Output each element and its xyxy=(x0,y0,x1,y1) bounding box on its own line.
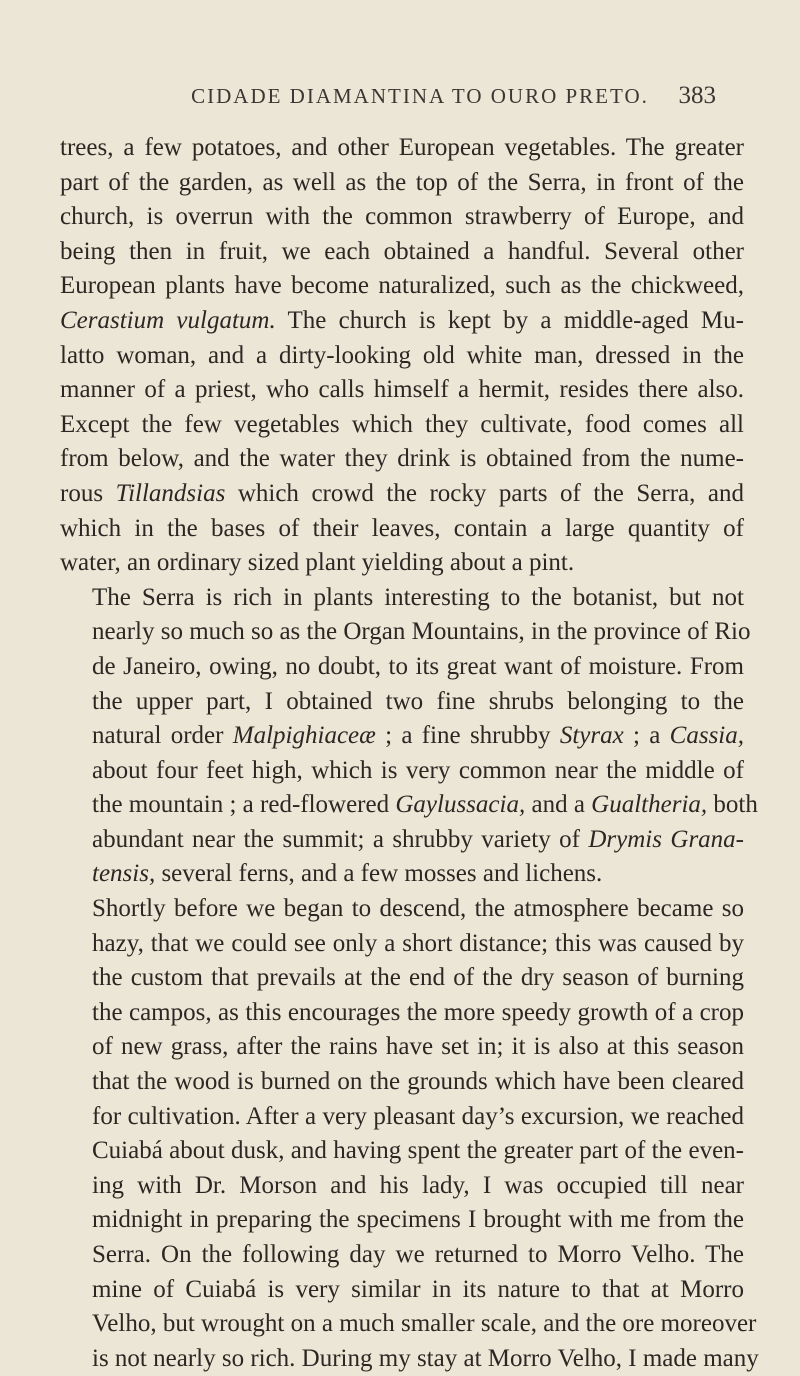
text-line xyxy=(60,615,751,650)
text-run: European plants have become naturalized, such as the chickweed, xyxy=(60,272,744,300)
paragraph xyxy=(60,131,744,581)
italic-term: Gualtheria, xyxy=(591,791,708,819)
text-line xyxy=(60,927,744,962)
text-line xyxy=(60,996,744,1031)
text-run: and a xyxy=(525,791,592,819)
text-line xyxy=(60,166,744,201)
italic-term: Cerastium vulgatum. xyxy=(60,306,276,334)
text-line xyxy=(60,650,744,685)
text-run: water, an ordinary sized plant yielding about a pint. xyxy=(60,549,575,577)
text-run: midnight in preparing the specimens I brought with me from the xyxy=(92,1206,744,1234)
text-run: Except the few vegetables which they cultivate, food comes all xyxy=(60,410,744,438)
page-number: 383 xyxy=(678,82,716,109)
text-line xyxy=(60,339,744,374)
text-run: being then in fruit, we each obtained a handful. Several other xyxy=(60,237,744,265)
body-text xyxy=(60,131,759,1376)
text-run: about four feet high, which is very common near the middle of xyxy=(92,756,744,784)
text-line xyxy=(60,754,744,789)
text-line xyxy=(60,131,744,166)
text-run: rous xyxy=(60,479,116,507)
text-line xyxy=(60,1238,744,1273)
text-line xyxy=(60,1273,744,1308)
text-run: for cultivation. After a very pleasant day’s excursion, we reached xyxy=(92,1102,744,1130)
text-line xyxy=(60,442,744,477)
text-run: the mountain ; a red-flowered xyxy=(92,791,396,819)
running-title: CIDADE DIAMANTINA TO OURO PRETO. xyxy=(191,84,649,108)
italic-term: tensis, xyxy=(92,860,156,888)
paragraph xyxy=(60,581,758,892)
text-run: Cuiabá about dusk, and having spent the greater part of the even- xyxy=(92,1137,744,1165)
text-run: the campos, as this encourages the more speedy growth of a crop xyxy=(92,998,744,1026)
text-line xyxy=(60,719,744,754)
text-line xyxy=(60,581,744,616)
text-run: part of the garden, as well as the top of the Serra, in front of the xyxy=(60,168,744,196)
italic-term: Tillandsias xyxy=(115,479,226,507)
text-run: ; a xyxy=(623,722,670,750)
text-run: Serra. On the following day we returned to Morro Velho. The xyxy=(92,1241,744,1268)
text-run: abundant near the summit; a shrubby variety of xyxy=(92,825,589,853)
text-run: is not nearly so rich. During my stay at Morro Velho, I made many xyxy=(92,1344,759,1372)
text-line xyxy=(60,235,744,270)
text-line xyxy=(60,1169,744,1204)
text-line xyxy=(60,269,744,304)
text-line xyxy=(60,823,744,858)
text-run: de Janeiro, owing, no doubt, to its great want of moisture. From xyxy=(92,652,744,680)
text-line xyxy=(60,1134,744,1169)
text-line xyxy=(60,546,744,581)
text-run: which in the bases of their leaves, contain a large quantity of xyxy=(60,514,744,542)
text-run: ing with Dr. Morson and his lady, I was occupied till near xyxy=(92,1171,744,1199)
text-run: manner of a priest, who calls himself a hermit, resides there also. xyxy=(60,376,744,404)
text-run: Shortly before we began to descend, the atmosphere became so xyxy=(92,895,744,923)
text-run: trees, a few potatoes, and other European vegetables. The greater xyxy=(60,134,744,161)
text-run: which crowd the rocky parts of the Serra, and xyxy=(225,479,744,507)
text-line xyxy=(60,1030,744,1065)
text-run: church, is overrun with the common strawberry of Europe, and xyxy=(60,203,744,231)
italic-term: Malpighiaceæ xyxy=(232,722,376,750)
text-run: mine of Cuiabá is very similar in its nature to that at Morro xyxy=(92,1275,744,1303)
text-line xyxy=(60,961,744,996)
page-header xyxy=(60,84,740,114)
text-line xyxy=(60,477,744,512)
text-run: of new grass, after the rains have set in; it is also at this season xyxy=(92,1033,744,1061)
text-line xyxy=(60,1307,757,1342)
italic-term: Gaylussacia, xyxy=(395,791,526,819)
text-run: the upper part, I obtained two fine shrubs belonging to the xyxy=(92,687,744,715)
text-line xyxy=(60,408,744,443)
text-line xyxy=(60,1342,759,1376)
text-run: Velho, but wrought on a much smaller scale, and the ore moreover xyxy=(92,1310,757,1338)
text-run: the custom that prevails at the end of the dry season of burning xyxy=(92,964,744,992)
text-run: several ferns, and a few mosses and lichens. xyxy=(155,860,603,888)
text-line xyxy=(60,512,744,547)
text-line xyxy=(60,1065,744,1100)
text-run: nearly so much so as the Organ Mountains, in the province of Rio xyxy=(92,618,751,646)
text-run: hazy, that we could see only a short distance; this was caused by xyxy=(92,929,744,957)
text-line xyxy=(60,857,744,892)
text-run: from below, and the water they drink is obtained from the nume- xyxy=(60,445,744,473)
text-run: latto woman, and a dirty-looking old white man, dressed in the xyxy=(60,341,744,369)
text-line xyxy=(60,304,744,339)
paragraph xyxy=(60,892,759,1376)
text-line xyxy=(60,685,744,720)
italic-term: Styrax xyxy=(559,722,624,750)
text-line xyxy=(60,788,758,823)
text-run: ; a fine shrubby xyxy=(375,722,560,750)
text-run: The church is kept by a middle-aged Mu- xyxy=(275,306,744,334)
italic-term: Drymis Grana- xyxy=(588,825,745,853)
text-line xyxy=(60,373,744,408)
text-run: that the wood is burned on the grounds which have been cleared xyxy=(92,1068,744,1096)
text-run: The Serra is rich in plants interesting to the botanist, but not xyxy=(92,583,744,611)
text-run: natural order xyxy=(92,722,233,750)
text-line xyxy=(60,1203,744,1238)
text-line xyxy=(60,1100,744,1135)
text-line xyxy=(60,200,744,235)
text-line xyxy=(60,892,744,927)
italic-term: Cassia, xyxy=(669,722,745,750)
text-run: both xyxy=(707,791,758,819)
